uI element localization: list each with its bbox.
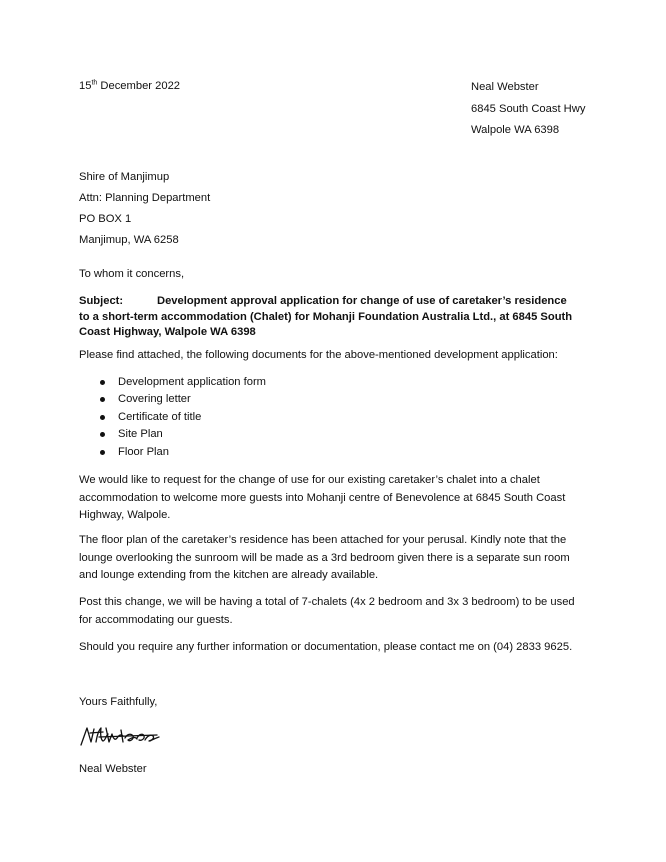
recipient-line-4: Manjimup, WA 6258 (79, 234, 179, 246)
intro-paragraph: Please find attached, the following documents for the above-mentioned development application: (79, 349, 558, 361)
recipient-line-3: PO BOX 1 (79, 213, 132, 225)
list-item (79, 445, 266, 462)
sender-address (471, 80, 585, 145)
list-item-text: Covering letter (118, 393, 191, 406)
subject-line (79, 294, 579, 341)
list-item-text: Development application form (118, 376, 266, 388)
subject-label: Subject: (79, 295, 124, 307)
recipient-line-1: Shire of Manjimup (79, 171, 170, 183)
list-item-text: Floor Plan (118, 445, 169, 458)
body-paragraph-request: We would like to request for the change of use for our existing caretaker’s chalet into a chalet accommodation to welcome more guests into Mohanji centre of Benevolence at 6845 South Coast Highway, Walpole. (79, 474, 566, 522)
bullet-icon (100, 380, 105, 385)
recipient-line-2: Attn: Planning Department (79, 192, 211, 204)
recipient-address (79, 170, 210, 254)
body-paragraph-floor-plan: The floor plan of the caretaker’s residence has been attached for your perusal. Kindly note that the lounge overlooking the sunroom will be made as a 3rd bedroom given there is a separate sun room and lounge extending from the kitchen are already available. (79, 534, 570, 582)
bullet-icon (100, 432, 105, 437)
date-day: 15 (79, 80, 92, 92)
closing: Yours Faithfully, (79, 696, 158, 708)
signatory-name: Neal Webster (79, 763, 147, 775)
sender-street: 6845 South Coast Hwy (471, 102, 586, 115)
attachment-list (79, 375, 266, 462)
list-item (79, 410, 266, 427)
body-paragraph-chalet-total: Post this change, we will be having a total of 7-chalets (4x 2 bedroom and 3x 3 bedroom) to be used for accommodating our guests. (79, 596, 575, 626)
bullet-icon (100, 450, 105, 455)
list-item (79, 427, 266, 444)
list-item (79, 375, 266, 392)
bullet-icon (100, 397, 105, 402)
sender-town: Walpole WA 6398 (471, 124, 560, 136)
handwritten-signature (79, 724, 161, 748)
list-item-text: Site Plan (118, 428, 163, 441)
body-paragraph-contact: Should you require any further information or documentation, please contact me on (04) 2833 9625. (79, 641, 573, 653)
date-suffix: th (91, 79, 98, 87)
list-item-text: Certificate of title (118, 410, 202, 423)
sender-name: Neal Webster (471, 81, 539, 93)
date-month-year: December 2022 (97, 80, 181, 92)
salutation: To whom it concerns, (79, 268, 185, 280)
letter-date (79, 80, 180, 92)
subject-text: Development approval application for change of use of caretaker’s residence to a short-term accommodation (Chalet) for Mohanji Foundation Australia Ltd., at 6845 South Coast Highway, Walpole WA 6398 (79, 295, 573, 338)
bullet-icon (100, 415, 105, 420)
list-item (79, 392, 266, 409)
